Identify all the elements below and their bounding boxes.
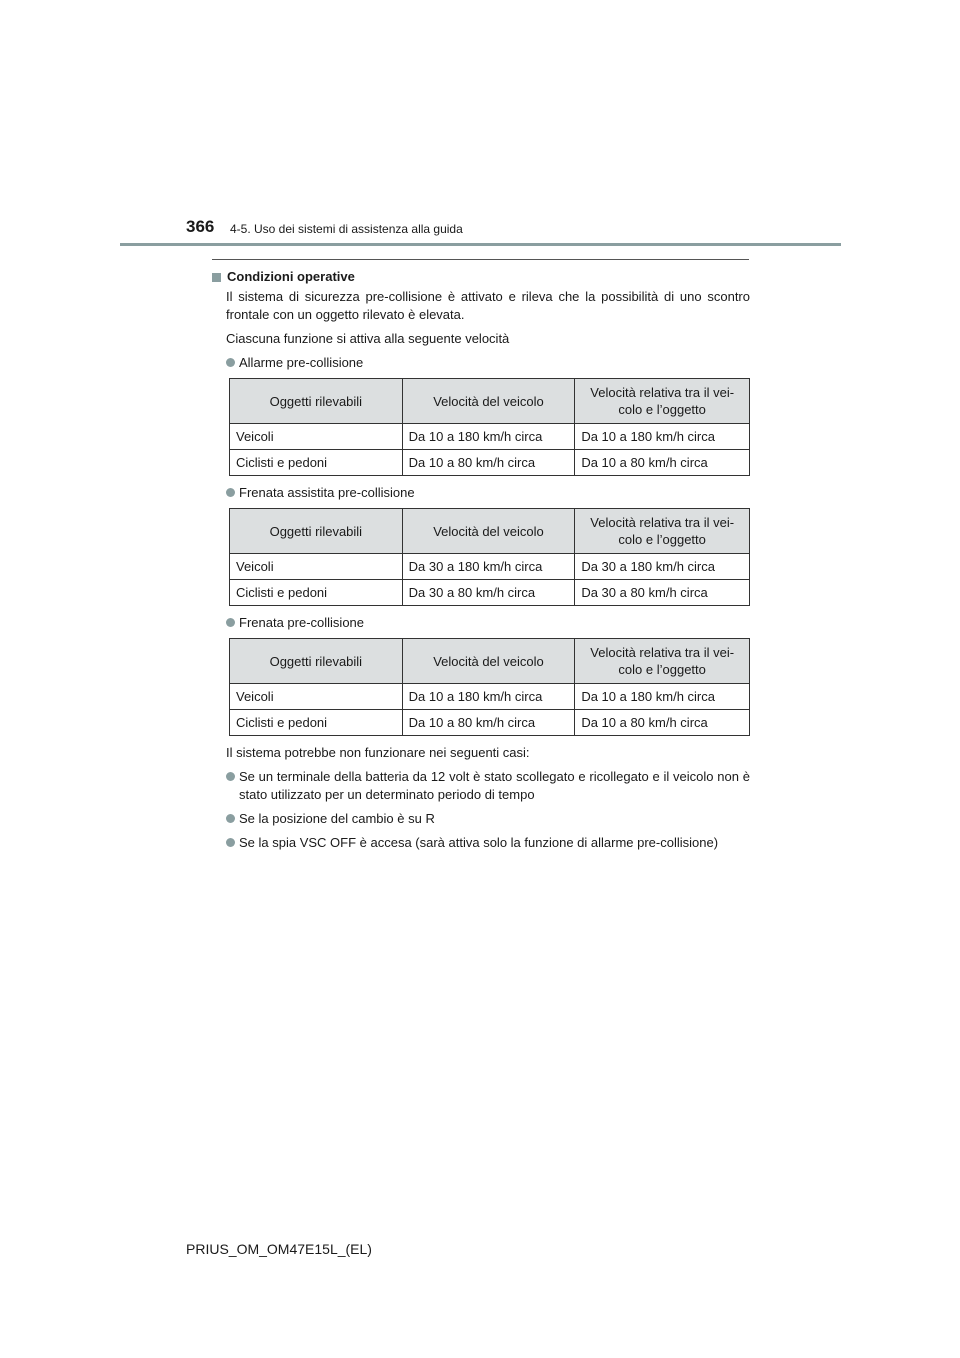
- list-item: [226, 484, 750, 502]
- speed-intro-paragraph: Ciascuna funzione si attiva alla seguente velocità: [226, 331, 510, 346]
- table-header-cell: Velocità relativa tra il vei-colo e l’oggetto: [575, 509, 750, 554]
- table-cell: Ciclisti e pedoni: [230, 580, 403, 606]
- table-cell: Ciclisti e pedoni: [230, 450, 403, 476]
- speed-table-frenata: [229, 638, 750, 736]
- table-row: [230, 424, 750, 450]
- speed-table-allarme: [229, 378, 750, 476]
- table-header-row: [230, 379, 750, 424]
- table-header-cell: Oggetti rilevabili: [230, 509, 403, 554]
- page-content: [212, 268, 750, 858]
- table-header-cell: Velocità del veicolo: [402, 509, 575, 554]
- square-bullet-icon: [212, 273, 221, 282]
- subsection-heading-text: Condizioni operative: [227, 269, 355, 284]
- limitation-text: Se la spia VSC OFF è accesa (sarà attiva solo la funzione di allarme pre-collisione): [239, 835, 719, 850]
- list-item: [226, 810, 750, 828]
- table-cell: Da 10 a 80 km/h circa: [575, 710, 750, 736]
- list-item: [226, 768, 750, 804]
- table-header-cell: Oggetti rilevabili: [230, 379, 403, 424]
- table-cell: Da 30 a 180 km/h circa: [402, 554, 575, 580]
- table-cell: Da 10 a 80 km/h circa: [402, 710, 575, 736]
- speed-table-frenata-assistita: [229, 508, 750, 606]
- table-header-cell: Velocità del veicolo: [402, 379, 575, 424]
- section-title-frenata-assistita: Frenata assistita pre-collisione: [239, 485, 415, 500]
- table-cell: Da 10 a 80 km/h circa: [402, 450, 575, 476]
- subsection-heading: [212, 268, 750, 286]
- table-cell: Da 10 a 180 km/h circa: [402, 424, 575, 450]
- limitations-intro: Il sistema potrebbe non funzionare nei seguenti casi:: [226, 745, 530, 760]
- table-cell: Da 10 a 180 km/h circa: [575, 684, 750, 710]
- table-cell: Da 10 a 80 km/h circa: [575, 450, 750, 476]
- intro-paragraph: Il sistema di sicurezza pre-collisione è attivato e rileva che la possibilità di uno scontro frontale con un oggetto rilevato è elevata.: [226, 289, 750, 322]
- limitation-text: Se un terminale della batteria da 12 volt è stato scollegato e ricollegato e il veicolo non è stato utilizzato per un determinato periodo di tempo: [239, 769, 750, 802]
- table-cell: Da 30 a 180 km/h circa: [575, 554, 750, 580]
- table-row: [230, 450, 750, 476]
- list-item: [226, 614, 750, 632]
- table-row: [230, 710, 750, 736]
- list-item: [226, 834, 750, 852]
- header-rule: [120, 243, 841, 246]
- table-row: [230, 580, 750, 606]
- table-cell: Ciclisti e pedoni: [230, 710, 403, 736]
- table-header-cell: Velocità del veicolo: [402, 639, 575, 684]
- table-cell: Da 10 a 180 km/h circa: [402, 684, 575, 710]
- table-cell: Veicoli: [230, 424, 403, 450]
- circle-bullet-icon: [226, 488, 235, 497]
- circle-bullet-icon: [226, 814, 235, 823]
- limitation-text: Se la posizione del cambio è su R: [239, 811, 435, 826]
- circle-bullet-icon: [226, 358, 235, 367]
- table-cell: Veicoli: [230, 684, 403, 710]
- circle-bullet-icon: [226, 772, 235, 781]
- section-title-frenata: Frenata pre-collisione: [239, 615, 365, 630]
- page-number: 366: [186, 217, 215, 236]
- list-item: [226, 354, 750, 372]
- table-row: [230, 554, 750, 580]
- table-header-row: [230, 639, 750, 684]
- document-code: PRIUS_OM_OM47E15L_(EL): [186, 1241, 372, 1257]
- table-cell: Da 30 a 80 km/h circa: [575, 580, 750, 606]
- table-cell: Da 30 a 80 km/h circa: [402, 580, 575, 606]
- table-header-cell: Velocità relativa tra il vei-colo e l’oggetto: [575, 639, 750, 684]
- table-row: [230, 684, 750, 710]
- table-header-cell: Velocità relativa tra il vei-colo e l’oggetto: [575, 379, 750, 424]
- section-title-allarme: Allarme pre-collisione: [239, 355, 364, 370]
- section-divider: [212, 259, 749, 260]
- table-header-cell: Oggetti rilevabili: [230, 639, 403, 684]
- circle-bullet-icon: [226, 838, 235, 847]
- table-cell: Veicoli: [230, 554, 403, 580]
- circle-bullet-icon: [226, 618, 235, 627]
- table-header-row: [230, 509, 750, 554]
- table-cell: Da 10 a 180 km/h circa: [575, 424, 750, 450]
- section-title: 4-5. Uso dei sistemi di assistenza alla guida: [230, 222, 463, 236]
